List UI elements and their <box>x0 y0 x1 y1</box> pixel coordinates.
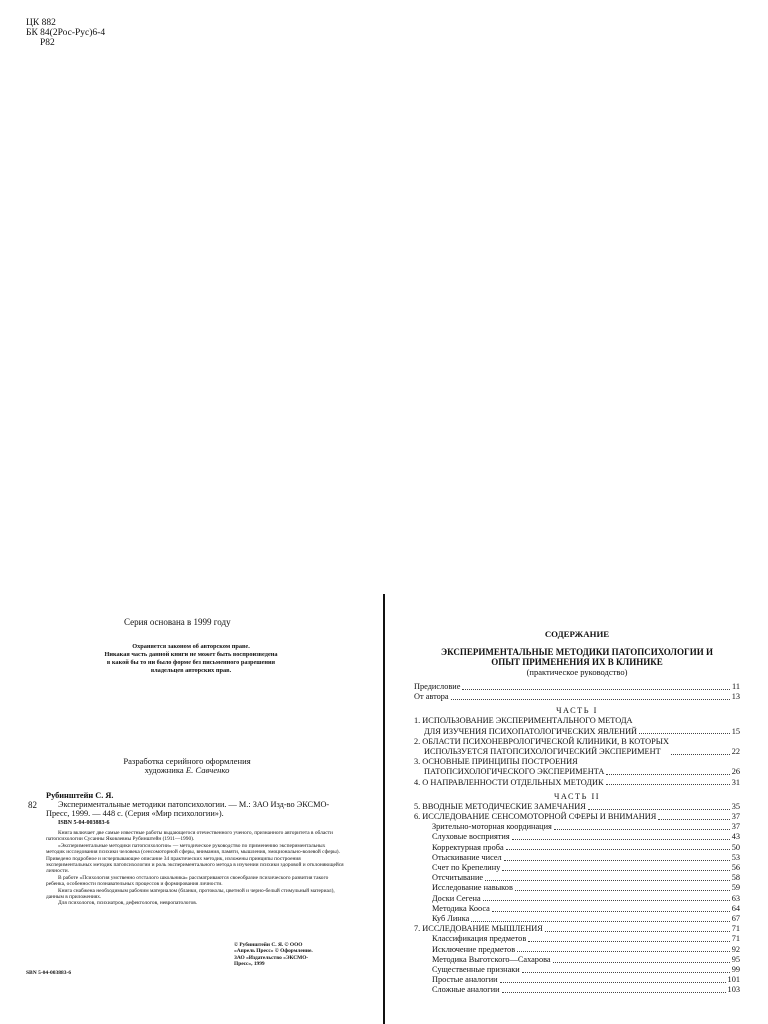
toc-entry-label <box>432 822 552 832</box>
publisher-line: ЗАО «Издательство «ЭКСМО- <box>234 954 309 961</box>
toc-leader <box>606 784 730 785</box>
toc-entry-label-line: Корректурная проба <box>432 842 504 852</box>
toc-leader <box>471 921 729 922</box>
toc-entry[interactable] <box>414 975 740 985</box>
toc-entry-label-line: 3. ОСНОВНЫЕ ПРИНЦИПЫ ПОСТРОЕНИЯ <box>414 757 578 767</box>
toc-entry[interactable] <box>414 945 740 955</box>
toc-leader <box>502 870 729 871</box>
abstract-paragraph: «Экспериментальные методики патопсихологии» — методическое руководство по применению экспериментальных методик исследования психики человека (сенсомоторной сферы, внимания, памяти, мышления, эмоционально-волевой сферы). Приведено подробное и исчерпывающее описание 34 практических методик, изложены принципы построения экспериментальных методик патопсихологии и роль экспериментального метода в изучении психики здоровой и отклоняющейся личности. <box>46 842 344 875</box>
part-heading: ЧАСТЬ I <box>556 706 598 716</box>
toc-entry-label <box>432 985 500 995</box>
toc-entry[interactable] <box>414 873 740 883</box>
toc-entry[interactable] <box>414 863 740 873</box>
copyright-line: в какой бы то ни было форме без письменного разрешения <box>106 659 276 666</box>
toc-entry-label-line: Слуховые восприятия <box>432 832 510 842</box>
toc-entry[interactable] <box>414 965 740 975</box>
toc-entry-label-line: Методика Выготского—Сахарова <box>432 954 551 964</box>
toc-entry[interactable] <box>414 853 740 863</box>
toc-leader <box>517 951 730 952</box>
abstract-paragraph: Книга включает две самые известные работы выдающегося отечественного ученого, признанного авторитета в области патопсихологии Сусанны Яковлевны Рубинштейн (1911—1990). <box>46 830 333 843</box>
toc-entry-label <box>414 812 656 822</box>
toc-entry-label-line: ПАТОПСИХОЛОГИЧЕСКОГО ЭКСПЕРИМЕНТА <box>424 767 605 777</box>
toc-entry[interactable] <box>414 737 740 757</box>
catalog-author: Рубинштейн С. Я. <box>46 791 114 800</box>
toc-leader <box>554 829 730 830</box>
toc-entry-page: 31 <box>731 777 740 787</box>
bottom-isbn: SBN 5-04-003883-6 <box>26 970 72 976</box>
toc-entry-label-line: Исключение предметов <box>432 944 516 954</box>
toc-entry-label <box>432 843 504 853</box>
toc-entry[interactable] <box>414 894 740 904</box>
toc-leader <box>545 931 730 932</box>
toc-entry-page: 22 <box>731 747 740 757</box>
toc-leader <box>504 860 730 861</box>
toc-entry-page: 37 <box>731 822 740 832</box>
toc-entry-label-line: От автора <box>414 692 449 702</box>
bbk-line: БК 84(2Рос-Рус)6-4 <box>26 28 106 38</box>
toc-entry-page: 71 <box>731 924 740 934</box>
toc-entry-label-line: 4. О НАПРАВЛЕННОСТИ ОТДЕЛЬНЫХ МЕТОДИК <box>414 777 604 787</box>
toc-entry[interactable] <box>414 832 740 842</box>
toc-entry-page: 11 <box>732 682 740 691</box>
toc-entry[interactable] <box>414 955 740 965</box>
toc-entry-page: 101 <box>727 975 740 985</box>
toc-entry-label-line: Зрительно-моторная координация <box>432 822 552 832</box>
copyright-line: Никакая часть данной книги не может быть воспроизведена <box>104 651 278 658</box>
catalog-isbn: ISBN 5-04-003883-6 <box>58 820 110 826</box>
toc-entry-page: 15 <box>731 726 740 736</box>
toc-leader <box>658 819 729 820</box>
toc-entry[interactable] <box>414 934 740 944</box>
design-credit-artist: художника Е. Савченко <box>144 765 230 775</box>
book-subtitle: (практическое руководство) <box>526 667 628 677</box>
part1-list <box>414 716 740 787</box>
toc-entry-label <box>432 894 481 904</box>
toc-entry-page: 26 <box>731 767 740 777</box>
toc-entry-label <box>414 802 586 812</box>
toc-entry-label <box>414 692 449 702</box>
series-note: Серия основана в 1999 году <box>124 617 231 627</box>
publisher-line: «Апрель Пресс» © Оформление. <box>234 948 313 955</box>
publisher-copyright <box>234 942 344 967</box>
contents-heading: СОДЕРЖАНИЕ <box>544 629 610 639</box>
toc-leader <box>639 733 730 734</box>
toc-entry-page: 92 <box>731 944 740 954</box>
toc-leader <box>512 839 730 840</box>
toc-entry-page: 35 <box>731 801 740 811</box>
toc-entry[interactable] <box>414 692 740 702</box>
toc-entry[interactable] <box>414 985 740 995</box>
toc-leader <box>553 962 730 963</box>
toc-entry-page: 37 <box>731 812 740 822</box>
toc-entry-label-line: Методика Кооса <box>432 903 490 913</box>
toc-leader <box>451 699 730 700</box>
toc-entry-label-line: 1. ИСПОЛЬЗОВАНИЕ ЭКСПЕРИМЕНТАЛЬНОГО МЕТОДА <box>414 716 633 726</box>
toc-leader <box>502 992 726 993</box>
design-credit <box>104 757 270 775</box>
toc-entry-label <box>414 682 460 692</box>
toc-entry-label <box>414 737 669 757</box>
toc-entry[interactable] <box>414 883 740 893</box>
toc-entry-label <box>432 965 520 975</box>
toc-entry-page: 64 <box>731 903 740 913</box>
toc-leader <box>522 972 730 973</box>
artist-name: Е. Савченко <box>185 765 230 775</box>
copyright-line: владельцев авторских прав. <box>150 667 232 674</box>
table-of-contents <box>414 629 740 996</box>
toc-leader <box>483 900 730 901</box>
toc-entry-label <box>432 914 469 924</box>
toc-entry-label-line: 2. ОБЛАСТИ ПСИХОНЕВРОЛОГИЧЕСКОЙ КЛИНИКИ, В КОТОРЫХ <box>414 736 670 746</box>
book-title <box>414 647 740 667</box>
catalog-code: 82 <box>28 800 37 810</box>
toc-leader <box>500 982 726 983</box>
toc-entry-label <box>432 904 490 914</box>
toc-entry-label-line: Простые аналогии <box>432 975 498 985</box>
toc-entry-label-line: Счет по Крепелину <box>432 863 501 873</box>
toc-entry-page: 13 <box>731 692 740 702</box>
toc-entry-label-line: Исследование навыков <box>432 883 513 893</box>
toc-entry-label-line: 6. ИССЛЕДОВАНИЕ СЕНСОМОТОРНОЙ СФЕРЫ И ВНИМАНИЯ <box>414 812 657 822</box>
part-heading: ЧАСТЬ II <box>554 791 600 801</box>
page-divider <box>383 594 385 1024</box>
catalog-description: Экспериментальные методики патопсихологии. — М.: ЗАО Изд-во ЭКСМО-Пресс, 1999. — 448 с. (Серия «Мир психологии»). <box>46 800 330 818</box>
toc-entry[interactable] <box>414 914 740 924</box>
toc-entry-label-line: 5. ВВОДНЫЕ МЕТОДИЧЕСКИЕ ЗАМЕЧАНИЯ <box>414 801 586 811</box>
toc-entry-label <box>432 853 502 863</box>
toc-entry-page: 59 <box>731 883 740 893</box>
toc-entry[interactable] <box>414 904 740 914</box>
toc-entry-page: 50 <box>731 842 740 852</box>
toc-entry-label-line: Куб Линка <box>432 914 470 924</box>
toc-entry-label <box>414 716 637 736</box>
toc-entry-label <box>414 757 604 777</box>
book-abstract <box>46 830 344 907</box>
toc-entry-label <box>432 955 551 965</box>
chapter7-list <box>414 934 740 995</box>
toc-leader <box>671 754 730 755</box>
toc-entry-label <box>432 945 515 955</box>
toc-entry[interactable] <box>414 802 740 812</box>
toc-leader <box>588 809 730 810</box>
toc-entry-page: 95 <box>731 954 740 964</box>
toc-entry-label: 7. ИССЛЕДОВАНИЕ МЫШЛЕНИЯ <box>414 924 543 934</box>
toc-entry-page: 56 <box>731 863 740 873</box>
udk-codes <box>26 18 105 48</box>
part2-list <box>414 802 740 822</box>
toc-entry-page: 103 <box>727 985 740 995</box>
toc-entry-page: 67 <box>731 914 740 924</box>
publisher-line: © Рубинштейн С. Я. © ООО <box>234 942 303 948</box>
toc-leader <box>462 689 730 690</box>
toc-entry-label <box>432 832 510 842</box>
design-credit-line: Разработка серийного оформления <box>123 756 251 766</box>
toc-entry-page: 58 <box>731 873 740 883</box>
toc-entry-label <box>414 778 604 788</box>
toc-entry-label-line: ИСПОЛЬЗУЕТСЯ ПАТОПСИХОЛОГИЧЕСКИЙ ЭКСПЕРИМЕНТ <box>424 747 661 757</box>
toc-entry-label <box>432 883 513 893</box>
toc-entry[interactable] <box>414 778 740 788</box>
toc-leader <box>515 890 730 891</box>
intro-list <box>414 682 740 702</box>
toc-entry[interactable] <box>414 924 740 934</box>
toc-entry[interactable] <box>414 843 740 853</box>
toc-entry-page: 43 <box>731 832 740 842</box>
toc-entry-label-line: Отыскивание чисел <box>432 852 502 862</box>
toc-entry-label-line: Классификация предметов <box>432 934 527 944</box>
toc-leader <box>606 774 729 775</box>
toc-entry-page: 99 <box>731 965 740 975</box>
toc-entry-label <box>432 863 500 873</box>
toc-entry-label-line: Существенные признаки <box>432 965 520 975</box>
toc-leader <box>492 911 730 912</box>
toc-leader <box>506 849 730 850</box>
toc-entry[interactable] <box>414 822 740 832</box>
toc-entry-label-line: ДЛЯ ИЗУЧЕНИЯ ПСИХОПАТОЛОГИЧЕСКИХ ЯВЛЕНИЙ <box>424 726 638 736</box>
udk-line: ЦК 882 <box>26 18 56 28</box>
toc-leader <box>485 880 730 881</box>
toc-entry[interactable] <box>414 682 740 692</box>
toc-entry[interactable] <box>414 716 740 736</box>
toc-entry-label <box>432 975 498 985</box>
toc-entry-label-line: Предисловие <box>414 682 461 691</box>
publisher-line: Пресс», 1999 <box>234 960 265 967</box>
catalog-entry <box>46 791 346 818</box>
toc-entry-label-line: Доски Сегена <box>432 893 481 903</box>
abstract-paragraph: В работе «Психология умственно отсталого школьника» рассматриваются своеобразие психического развития такого ребенка, особенности познавательных процессов и формирования личности. <box>46 874 329 888</box>
toc-entry[interactable] <box>414 757 740 777</box>
toc-entry-label-line: Отсчитывание <box>432 873 484 883</box>
toc-entry-label <box>432 873 483 883</box>
copyright-line: Охраняется законом об авторском праве. <box>132 643 250 650</box>
toc-entry-label <box>432 934 526 944</box>
abstract-paragraph: Для психологов, психиатров, дефектологов, невропатологов. <box>58 900 198 907</box>
book-title-line: ОПЫТ ПРИМЕНЕНИЯ ИХ В КЛИНИКЕ <box>491 657 663 667</box>
toc-entry-page: 53 <box>731 852 740 862</box>
toc-leader <box>528 941 729 942</box>
toc-entry-page: 71 <box>731 934 740 944</box>
toc-entry-label-line: Сложные аналогии <box>432 985 500 995</box>
copyright-notice <box>80 643 302 675</box>
book-title-line: ЭКСПЕРИМЕНТАЛЬНЫЕ МЕТОДИКИ ПАТОПСИХОЛОГИИ И <box>441 647 713 657</box>
toc-entry-page: 63 <box>731 893 740 903</box>
toc-entry[interactable] <box>414 812 740 822</box>
chapter6-list <box>414 822 740 924</box>
abstract-paragraph: Книга снабжена необходимым рабочим материалом (бланки, протоколы, цветной и черно-белый стимульный материал), данным в приложениях. <box>46 887 335 901</box>
author-mark: Р82 <box>40 38 55 48</box>
